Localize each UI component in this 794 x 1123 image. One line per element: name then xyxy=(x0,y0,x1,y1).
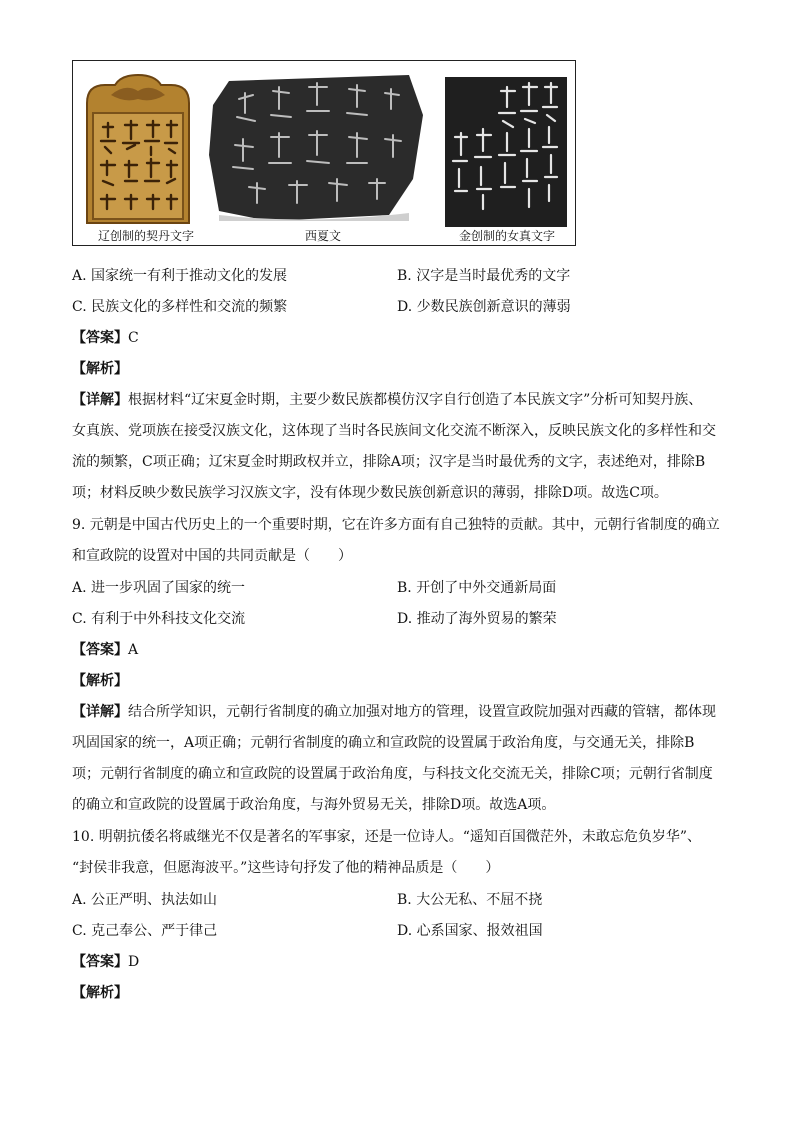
xixia-script-stone-image xyxy=(209,75,427,221)
detail-line: 项；元朝行省制度的确立和宣政院的设置属于政治角度，与科技文化交流无关，排除C项；元朝行省制度 xyxy=(72,766,713,782)
jurchen-script-stele-image xyxy=(445,77,567,227)
figure-frame xyxy=(72,60,576,246)
q9-option-b: B. 开创了中外交通新局面 xyxy=(397,580,557,596)
q8-option-d: D. 少数民族创新意识的薄弱 xyxy=(397,299,571,315)
q9-analysis-label: 【解析】 xyxy=(72,673,128,689)
q10-stem xyxy=(72,822,722,884)
q10-option-b: B. 大公无私、不屈不挠 xyxy=(397,892,543,908)
q10-answer xyxy=(72,952,139,972)
answer-value: A xyxy=(128,642,139,658)
q10-analysis-label: 【解析】 xyxy=(72,985,128,1001)
detail-line: 女真族、党项族在接受汉族文化，这体现了当时各民族间文化交流不断深入，反映民族文化的多样性和交 xyxy=(72,423,716,439)
caption-xixia: 西夏文 xyxy=(304,229,341,243)
stem-line: 10. 明朝抗倭名将戚继光不仅是著名的军事家，还是一位诗人。“遥知百国微茫外，未敢忘危负岁华”、 xyxy=(72,829,702,845)
detail-line: 【详解】根据材料“辽宋夏金时期，主要少数民族都模仿汉字自行创造了本民族文字”分析可知契丹族、 xyxy=(72,392,703,408)
detail-line: 【详解】结合所学知识，元朝行省制度的确立加强对地方的管理，设置宣政院加强对西藏的管辖，都体现 xyxy=(72,704,716,720)
q8-option-a: A. 国家统一有利于推动文化的发展 xyxy=(72,268,288,284)
stem-line: 9. 元朝是中国古代历史上的一个重要时期，它在许多方面有自己独特的贡献。其中，元朝行省制度的确立 xyxy=(72,517,720,533)
q9-option-a: A. 进一步巩固了国家的统一 xyxy=(72,580,246,596)
q8-analysis-label: 【解析】 xyxy=(72,361,128,377)
stem-line: “封侯非我意，但愿海波平。”这些诗句抒发了他的精神品质是（ ） xyxy=(72,860,500,876)
detail-line: 的确立和宣政院的设置属于政治角度，与海外贸易无关，排除D项。故选A项。 xyxy=(72,797,556,813)
q9-stem xyxy=(72,510,722,572)
detail-label: 【详解】 xyxy=(72,392,128,408)
detail-line: 巩固国家的统一，A项正确；元朝行省制度的确立和宣政院的设置属于政治角度，与交通无关，排除B xyxy=(72,735,695,751)
answer-label: 【答案】 xyxy=(72,642,128,658)
q9-answer xyxy=(72,640,138,660)
detail-line: 流的频繁，C项正确；辽宋夏金时期政权并立，排除A项；汉字是当时最优秀的文字，表述绝对，排除B xyxy=(72,454,706,470)
answer-value: D xyxy=(128,954,140,970)
q8-option-c: C. 民族文化的多样性和交流的频繁 xyxy=(72,299,288,315)
caption-khitan: 辽创制的契丹文字 xyxy=(97,229,194,243)
caption-jurchen: 金创制的女真文字 xyxy=(458,229,555,243)
q8-answer xyxy=(72,328,139,348)
stem-line: 和宣政院的设置对中国的共同贡献是（ ） xyxy=(72,548,352,564)
detail-line: 项；材料反映少数民族学习汉族文字，没有体现少数民族创新意识的薄弱，排除D项。故选C项。 xyxy=(72,485,668,501)
q10-option-a: A. 公正严明、执法如山 xyxy=(72,892,218,908)
detail-label: 【详解】 xyxy=(72,704,128,720)
answer-label: 【答案】 xyxy=(72,954,128,970)
q10-option-d: D. 心系国家、报效祖国 xyxy=(397,923,543,939)
q8-detail-paragraph xyxy=(72,385,722,509)
answer-value: C xyxy=(128,330,139,346)
khitan-script-seal-image xyxy=(81,73,195,225)
q9-option-c: C. 有利于中外科技文化交流 xyxy=(72,611,246,627)
q9-option-d: D. 推动了海外贸易的繁荣 xyxy=(397,611,557,627)
answer-label: 【答案】 xyxy=(72,330,128,346)
q10-option-c: C. 克己奉公、严于律己 xyxy=(72,923,218,939)
q9-detail-paragraph xyxy=(72,697,722,821)
q8-option-b: B. 汉字是当时最优秀的文字 xyxy=(397,268,571,284)
